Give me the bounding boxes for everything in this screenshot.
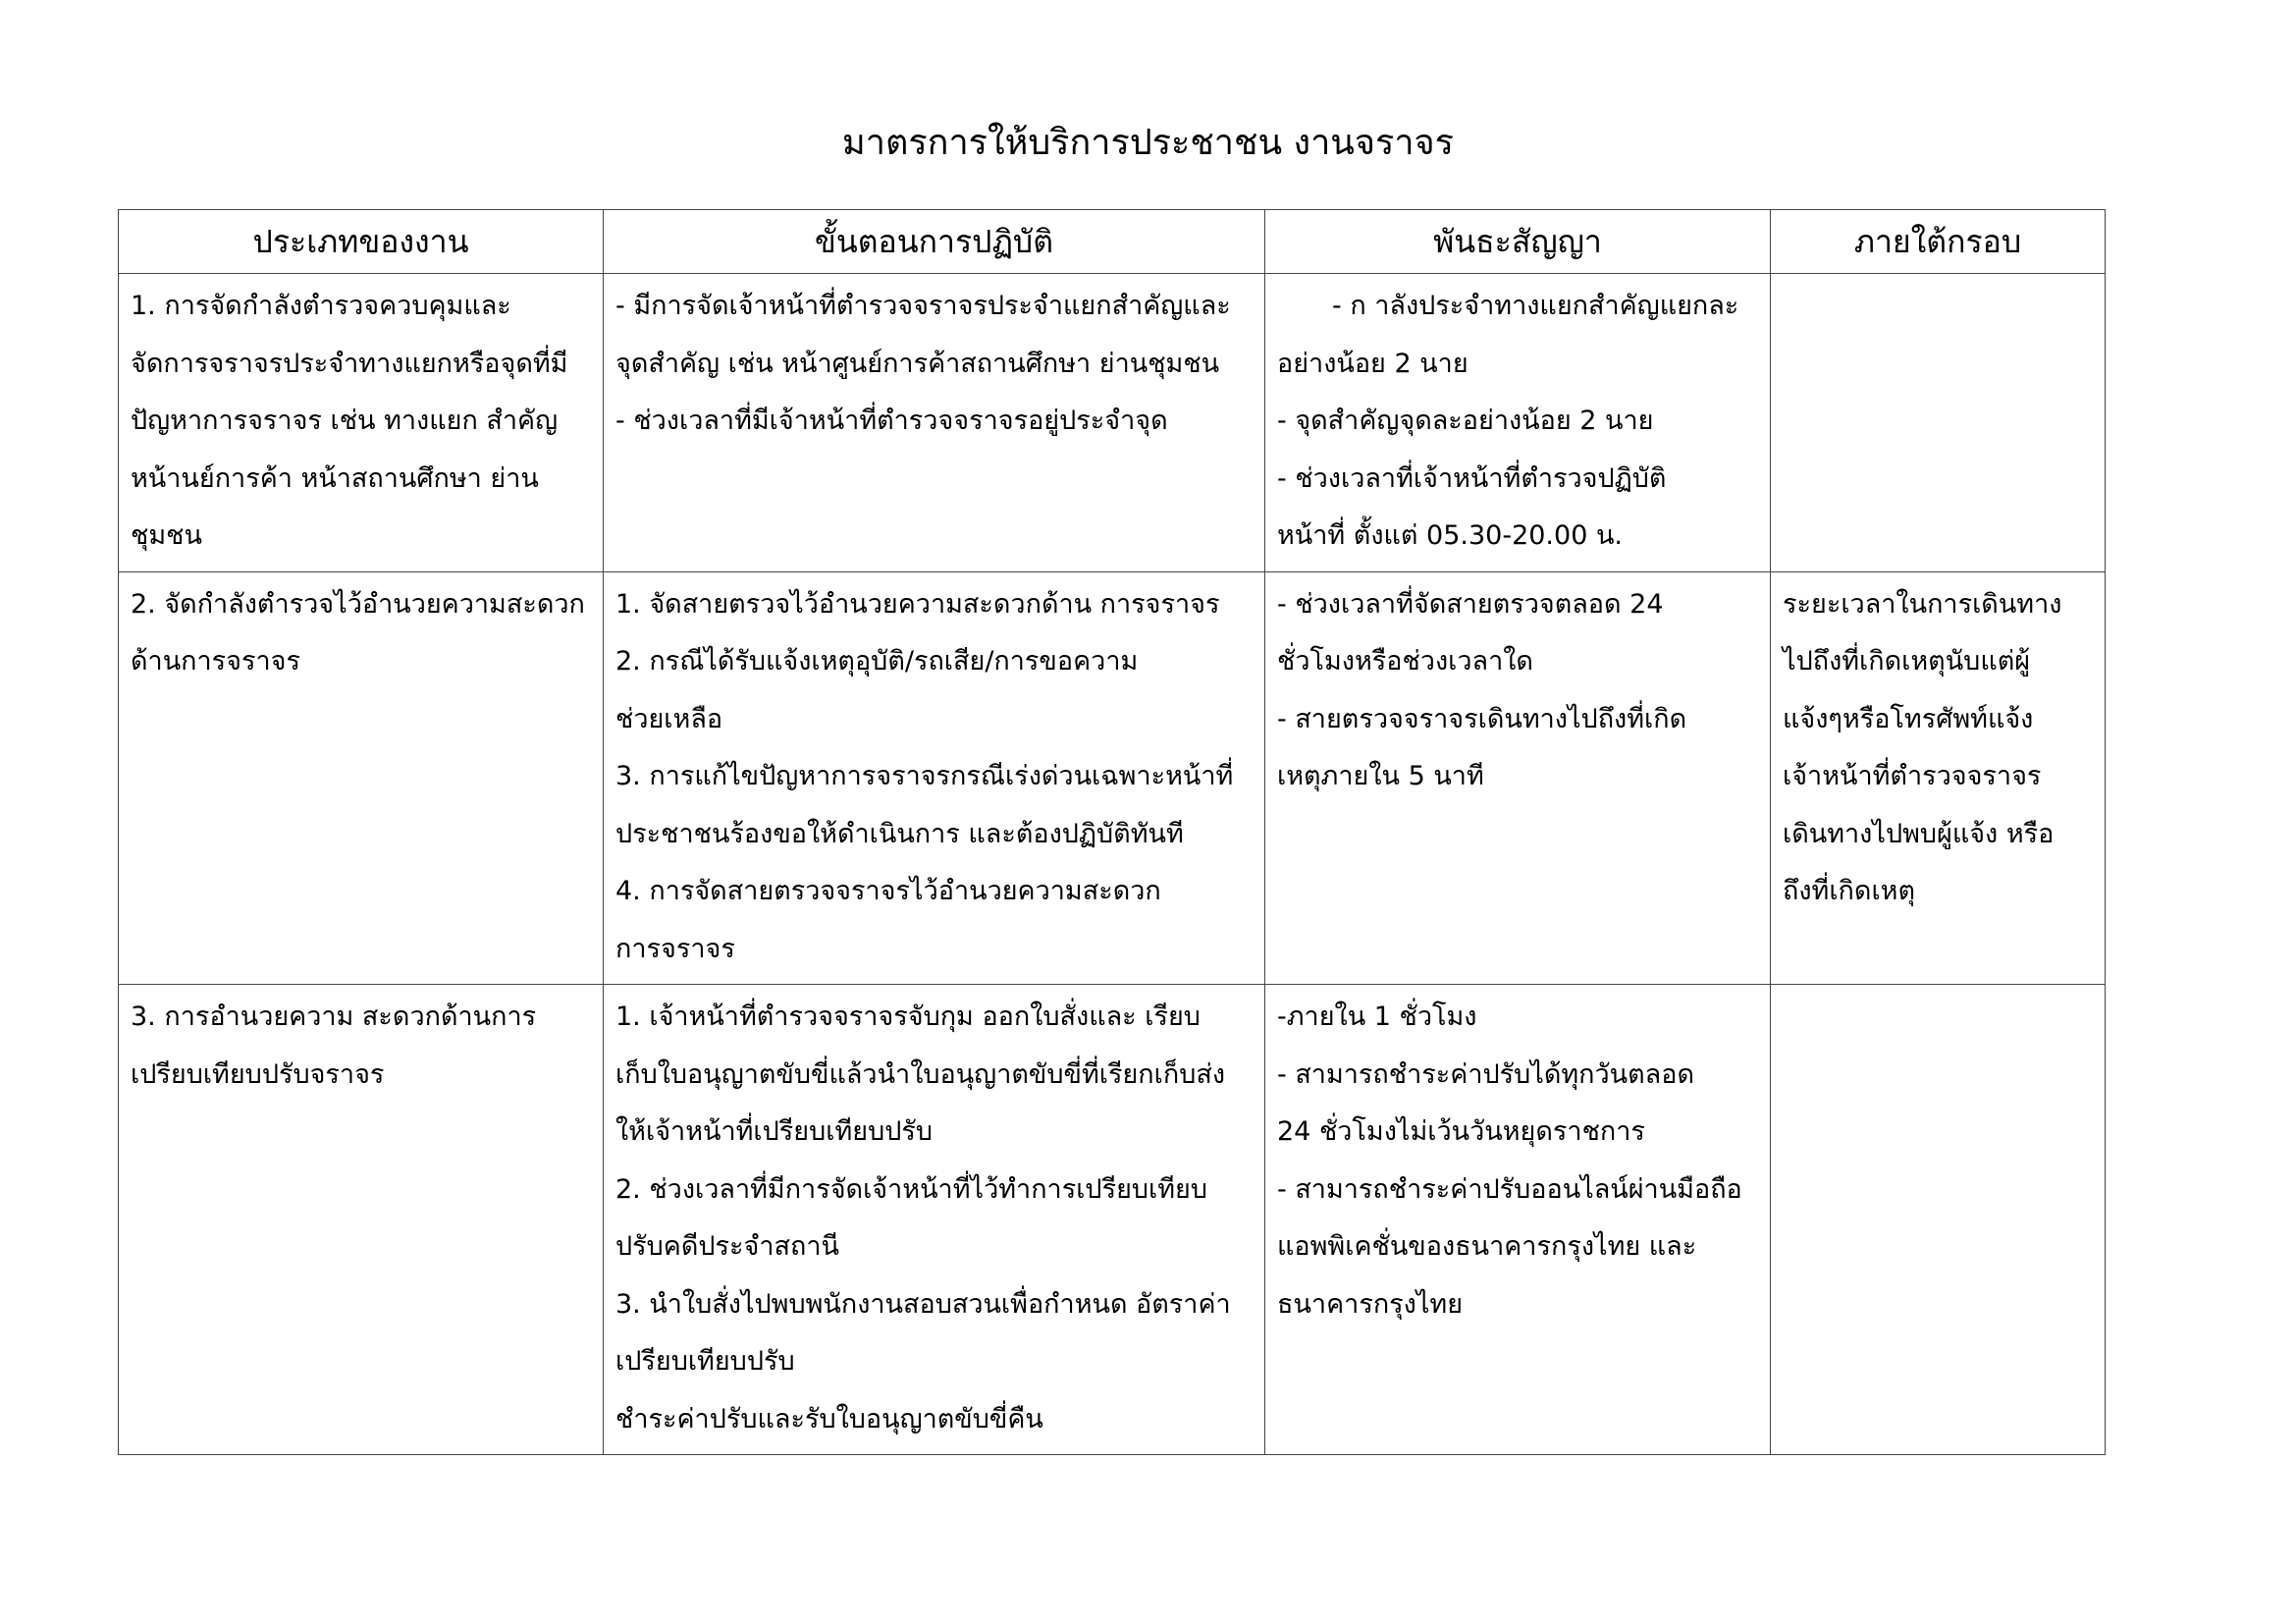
cell-line: 2. จัดกำลังตำรวจไว้อำนวยความสะดวก <box>131 588 585 620</box>
cell-line: การจราจร <box>615 933 735 964</box>
cell-line: 1. เจ้าหน้าที่ตำรวจจราจรจับกุม ออกใบสั่งและ เรียบ <box>615 1001 1201 1032</box>
cell-line: 1. การจัดกำลังตำรวจควบคุมและ <box>131 291 511 321</box>
cell-line: - จุดสำคัญจุดละอย่างน้อย 2 นาย <box>1277 406 1654 436</box>
header-procedure: ขั้นตอนการปฏิบัติ <box>604 210 1265 274</box>
cell-line: เจ้าหน้าที่ตำรวจจราจร <box>1783 761 2042 791</box>
cell-line: ปัญหาการจราจร เช่น ทางแยก สำคัญ <box>131 406 559 436</box>
cell-line: ชำระค่าปรับและรับใบอนุญาตขับขี่คืน <box>615 1403 1043 1435</box>
cell-line: จุดสำคัญ เช่น หน้าศูนย์การค้าสถานศึกษา ย่านชุมชน <box>615 348 1220 379</box>
cell-line: ชุมชน <box>131 520 202 551</box>
cell-line: ระยะเวลาในการเดินทาง <box>1783 588 2062 620</box>
cell-line: 2. ช่วงเวลาที่มีการจัดเจ้าหน้าที่ไว้ทำการเปรียบเทียบ <box>615 1173 1208 1205</box>
cell-line: - มีการจัดเจ้าหน้าที่ตำรวจจราจรประจำแยกสำคัญและ <box>615 291 1231 321</box>
cell-line: 2. กรณีได้รับแจ้งเหตุอุบัติ/รถเสีย/การขอความ <box>615 646 1139 677</box>
cell-framework <box>1771 571 2106 985</box>
cell-line: ช่วยเหลือ <box>615 703 723 734</box>
cell-line: หน้านย์การค้า หน้าสถานศึกษา ย่าน <box>131 462 539 494</box>
cell-line: 4. การจัดสายตรวจจราจรไว้อำนวยความสะดวก <box>615 876 1161 906</box>
cell-line: - สายตรวจจราจรเดินทางไปถึงที่เกิด <box>1277 703 1687 734</box>
cell-procedure <box>604 985 1265 1455</box>
header-commitment: พันธะสัญญา <box>1265 210 1771 274</box>
cell-line: 24 ชั่วโมงไม่เว้นวันหยุดราชการ <box>1277 1116 1645 1147</box>
service-standards-table <box>118 209 2106 1455</box>
cell-work-type <box>119 985 604 1455</box>
cell-line: ให้เจ้าหน้าที่เปรียบเทียบปรับ <box>615 1116 933 1147</box>
cell-line: - ช่วงเวลาที่จัดสายตรวจตลอด 24 <box>1277 588 1664 620</box>
cell-procedure <box>604 274 1265 572</box>
cell-line: -ภายใน 1 ชั่วโมง <box>1277 1001 1477 1032</box>
cell-line: เปรียบเทียบปรับจราจร <box>131 1058 385 1090</box>
cell-line: - สามารถชำระค่าปรับได้ทุกวันตลอด <box>1277 1058 1694 1090</box>
table-row <box>119 571 2106 985</box>
cell-line: ปรับคดีประจำสถานี <box>615 1231 839 1262</box>
cell-line: - ก าลังประจำทางแยกสำคัญแยกละ <box>1332 291 1739 321</box>
cell-work-type <box>119 571 604 985</box>
cell-line: 3. นำใบสั่งไปพบพนักงานสอบสวนเพื่อกำหนด อัตราค่า <box>615 1288 1231 1320</box>
cell-commitment <box>1265 274 1771 572</box>
cell-line: ถึงที่เกิดเหตุ <box>1783 876 1915 906</box>
header-work-type: ประเภทของงาน <box>119 210 604 274</box>
table-row <box>119 274 2106 572</box>
cell-line: - ช่วงเวลาที่เจ้าหน้าที่ตำรวจปฏิบัติ <box>1277 462 1667 494</box>
cell-line: อย่างน้อย 2 นาย <box>1277 348 1468 379</box>
cell-line: ด้านการจราจร <box>131 646 300 677</box>
cell-line: 3. การแก้ไขปัญหาการจราจรกรณีเร่งด่วนเฉพาะหน้าที่ <box>615 761 1234 791</box>
cell-line: แอพพิเคชั่นของธนาคารกรุงไทย และ <box>1277 1231 1697 1262</box>
table-header-row <box>119 210 2106 274</box>
page-title: มาตรการให้บริการประชาชน งานจราจร <box>842 123 1454 163</box>
cell-line: ไปถึงที่เกิดเหตุนับแต่ผู้ <box>1783 646 2031 677</box>
cell-line: แจ้งๆหรือโทรศัพท์แจ้ง <box>1783 703 2034 734</box>
cell-line: - สามารถชำระค่าปรับออนไลน์ผ่านมือถือ <box>1277 1173 1742 1205</box>
cell-line: จัดการจราจรประจำทางแยกหรือจุดที่มี <box>131 348 568 379</box>
cell-line: เปรียบเทียบปรับ <box>615 1346 795 1377</box>
header-framework: ภายใต้กรอบ <box>1771 210 2106 274</box>
cell-line: ธนาคารกรุงไทย <box>1277 1288 1464 1320</box>
cell-line: 1. จัดสายตรวจไว้อำนวยความสะดวกด้าน การจราจร <box>615 588 1220 620</box>
cell-line: - ช่วงเวลาที่มีเจ้าหน้าที่ตำรวจจราจรอยู่ประจำจุด <box>615 406 1168 436</box>
cell-line: 3. การอำนวยความ สะดวกด้านการ <box>131 1001 537 1032</box>
cell-procedure <box>604 571 1265 985</box>
cell-commitment <box>1265 571 1771 985</box>
cell-line: เดินทางไปพบผู้แจ้ง หรือ <box>1783 818 2055 849</box>
cell-line: เก็บใบอนุญาตขับขี่แล้วนำใบอนุญาตขับขี่ที่เรียกเก็บส่ง <box>615 1058 1226 1090</box>
cell-line: ชั่วโมงหรือช่วงเวลาใด <box>1277 646 1533 677</box>
cell-framework <box>1771 274 2106 572</box>
cell-line: หน้าที่ ตั้งแต่ 05.30-20.00 น. <box>1277 520 1623 551</box>
table-row <box>119 985 2106 1455</box>
cell-commitment <box>1265 985 1771 1455</box>
cell-work-type <box>119 274 604 572</box>
cell-framework <box>1771 985 2106 1455</box>
cell-line: ประชาชนร้องขอให้ดำเนินการ และต้องปฏิบัติทันที <box>615 818 1184 849</box>
cell-line: เหตุภายใน 5 นาที <box>1277 761 1484 791</box>
